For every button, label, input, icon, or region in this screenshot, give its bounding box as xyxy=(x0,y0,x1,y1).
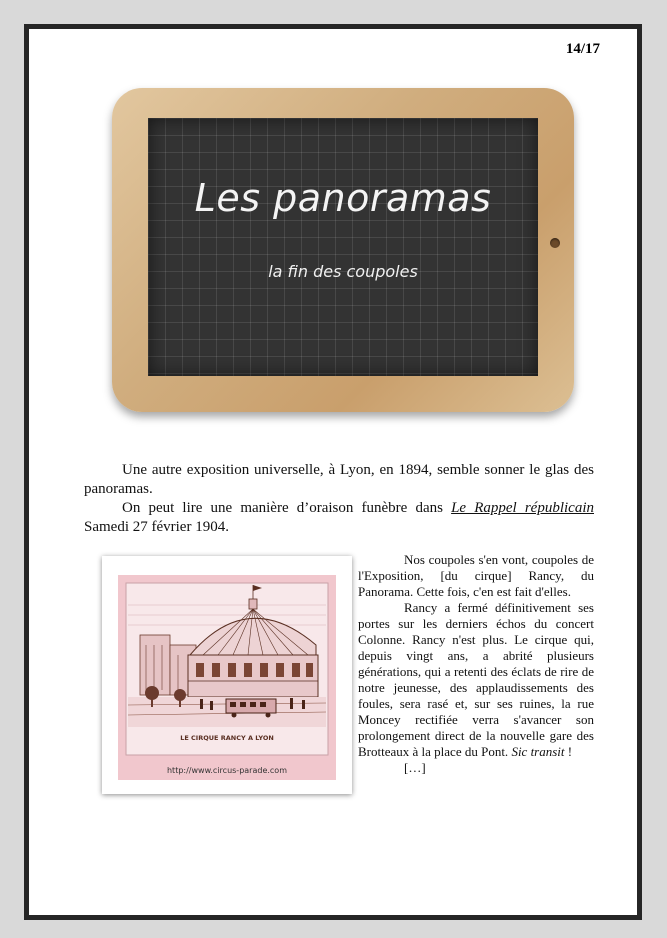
photo-caption: LE CIRQUE RANCY A LYON xyxy=(180,734,274,742)
intro-text xyxy=(84,461,594,537)
intro-paragraph-2-date: Samedi 27 février 1904. xyxy=(84,519,229,535)
intro-paragraph-2 xyxy=(84,499,594,537)
circus-building-drawing xyxy=(118,575,336,780)
quote-paragraph-2-text: Rancy a fermé définitivement ses portes sur les derniers échos du concert Colonne. Rancy n'est plus. Le cirque qui, depuis vingt ans, a abrité plusieurs générations, qui a retenti des éclats de rire de notre jeunesse, des applaudissements des foules, sera rasé et, sur ses ruines, la rue Moncey rectifiée verra s'avancer son prolongement direct de la nouvelle gare des Brotteaux à la place du Pont. xyxy=(358,600,594,759)
page-subtitle: la fin des coupoles xyxy=(268,262,418,281)
circus-photo xyxy=(102,556,352,794)
intro-paragraph-2-text: On peut lire une manière d’oraison funèbre dans xyxy=(122,500,452,516)
chalkboard-illustration xyxy=(112,88,574,412)
quote-paragraph-2-end: ! xyxy=(564,744,573,759)
photo-source-url: http://www.circus-parade.com xyxy=(166,766,287,775)
intro-paragraph-1: Une autre exposition universelle, à Lyon, en 1894, semble sonner le glas des panoramas. xyxy=(84,462,594,497)
circus-engraving xyxy=(118,575,336,780)
quote-ellipsis: […] xyxy=(404,760,426,775)
quotation xyxy=(358,552,594,776)
document-page xyxy=(24,24,642,920)
frame-hole xyxy=(550,238,560,248)
page-number: 14/17 xyxy=(565,41,600,57)
quote-latin-phrase: Sic transit xyxy=(511,744,565,759)
quote-paragraph-1: Nos coupoles s'en vont, coupoles de l'Exposition, [du cirque] Rancy, du Panorama. Cette fois, c'en est fait d'elles. xyxy=(358,552,594,599)
source-reference: Le Rappel républicain xyxy=(451,500,594,516)
quote-paragraph-2 xyxy=(358,600,594,760)
chalkboard-slate xyxy=(148,118,538,376)
page-title: Les panoramas xyxy=(194,176,492,220)
